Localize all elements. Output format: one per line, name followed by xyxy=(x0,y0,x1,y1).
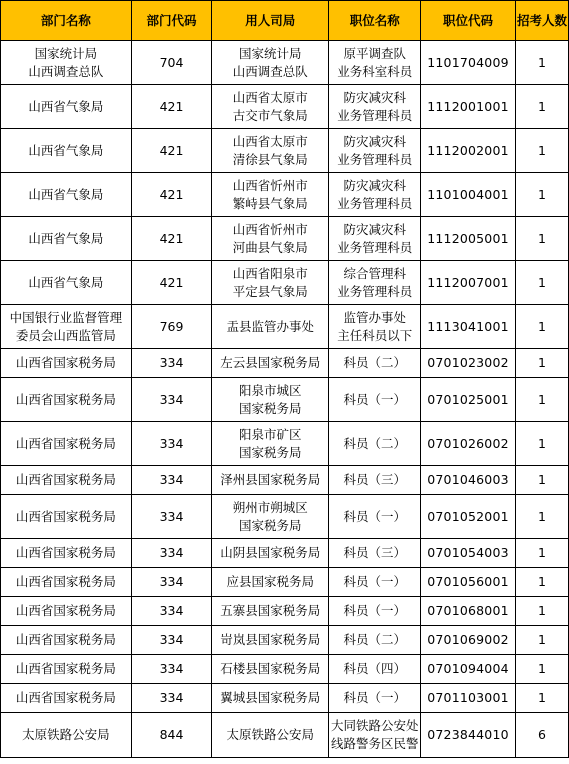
cell-recruit-count: 1 xyxy=(515,655,568,684)
cell-bureau-line: 岢岚县国家税务局 xyxy=(220,632,321,647)
cell-position-name xyxy=(329,173,421,217)
cell-dept-name-line: 山西省气象局 xyxy=(28,274,104,290)
header-bureau: 用人司局 xyxy=(212,1,329,41)
cell-position-name-line: 防灾减灾科 xyxy=(343,89,406,105)
table-row xyxy=(1,41,569,85)
cell-dept-code: 844 xyxy=(131,713,211,758)
cell-dept-name-line: 委员会山西监管局 xyxy=(15,327,116,343)
cell-bureau-line: 山西省阳泉市 xyxy=(232,265,308,281)
cell-recruit-count: 1 xyxy=(515,539,568,568)
cell-position-code: 0701046003 xyxy=(421,466,516,495)
cell-bureau xyxy=(212,713,329,758)
cell-bureau-line: 国家税务局 xyxy=(239,517,302,533)
cell-bureau xyxy=(212,129,329,173)
cell-bureau-line: 山阴县国家税务局 xyxy=(220,545,321,560)
cell-position-code: 0701052001 xyxy=(421,495,516,539)
header-dept-code: 部门代码 xyxy=(131,1,211,41)
cell-recruit-count: 1 xyxy=(515,129,568,173)
table-row xyxy=(1,466,569,495)
cell-dept-code: 334 xyxy=(131,597,211,626)
cell-dept-name-line: 山西省国家税务局 xyxy=(15,355,116,370)
cell-position-name xyxy=(329,305,421,349)
cell-dept-name xyxy=(1,173,132,217)
cell-bureau-line: 盂县监管办事处 xyxy=(226,318,315,334)
cell-dept-name xyxy=(1,378,132,422)
cell-position-code: 1112005001 xyxy=(421,217,516,261)
cell-bureau-line: 五寨县国家税务局 xyxy=(220,603,321,618)
cell-position-code: 0701068001 xyxy=(421,597,516,626)
cell-dept-name-line: 山西省国家税务局 xyxy=(15,632,116,647)
cell-position-name-line: 防灾减灾科 xyxy=(343,133,406,149)
cell-bureau xyxy=(212,41,329,85)
cell-bureau-line: 国家税务局 xyxy=(239,444,302,460)
cell-bureau xyxy=(212,378,329,422)
cell-dept-name xyxy=(1,597,132,626)
cell-recruit-count: 1 xyxy=(515,349,568,378)
cell-dept-code: 334 xyxy=(131,655,211,684)
cell-dept-name xyxy=(1,41,132,85)
cell-position-name xyxy=(329,261,421,305)
cell-position-code: 0701056001 xyxy=(421,568,516,597)
cell-position-name-line: 综合管理科 xyxy=(343,265,406,281)
cell-position-name-line: 科员（三） xyxy=(343,545,406,560)
cell-position-name-line: 业务管理科员 xyxy=(337,107,413,123)
table-row xyxy=(1,217,569,261)
cell-bureau-line: 河曲县气象局 xyxy=(232,239,308,255)
cell-bureau xyxy=(212,684,329,713)
cell-position-name xyxy=(329,626,421,655)
cell-dept-code: 334 xyxy=(131,568,211,597)
cell-position-name-line: 大同铁路公安处 xyxy=(330,718,419,733)
cell-position-name-line: 科员（四） xyxy=(343,661,406,676)
cell-position-code: 0701023002 xyxy=(421,349,516,378)
cell-bureau-line: 山西省忻州市 xyxy=(232,177,308,193)
cell-dept-name xyxy=(1,495,132,539)
cell-bureau-line: 山西省太原市 xyxy=(232,89,308,105)
cell-dept-name-line: 山西省国家税务局 xyxy=(15,391,116,407)
cell-bureau-line: 阳泉市矿区 xyxy=(239,426,302,442)
table-row xyxy=(1,173,569,217)
cell-dept-code: 421 xyxy=(131,261,211,305)
cell-dept-code: 769 xyxy=(131,305,211,349)
cell-dept-name-line: 山西省气象局 xyxy=(28,186,104,202)
header-position-name: 职位名称 xyxy=(329,1,421,41)
cell-position-code: 0723844010 xyxy=(421,713,516,758)
cell-position-code: 0701103001 xyxy=(421,684,516,713)
cell-position-name xyxy=(329,85,421,129)
cell-position-name xyxy=(329,422,421,466)
cell-position-code: 0701094004 xyxy=(421,655,516,684)
table-row xyxy=(1,422,569,466)
cell-dept-name xyxy=(1,713,132,758)
cell-dept-name-line: 山西省国家税务局 xyxy=(15,545,116,560)
cell-dept-name-line: 山西省气象局 xyxy=(28,142,104,158)
cell-dept-code: 421 xyxy=(131,173,211,217)
cell-position-name xyxy=(329,713,421,758)
cell-position-name-line: 业务管理科员 xyxy=(337,283,413,299)
cell-dept-name-line: 中国银行业监督管理 xyxy=(9,309,123,325)
cell-bureau-line: 阳泉市城区 xyxy=(239,382,302,398)
cell-position-name xyxy=(329,378,421,422)
table-row xyxy=(1,568,569,597)
cell-dept-name xyxy=(1,261,132,305)
table-row xyxy=(1,597,569,626)
cell-recruit-count: 1 xyxy=(515,568,568,597)
cell-position-code: 1112001001 xyxy=(421,85,516,129)
cell-bureau-line: 太原铁路公安局 xyxy=(226,727,315,742)
cell-position-name-line: 科员（三） xyxy=(343,472,406,487)
cell-dept-name-line: 国家统计局 xyxy=(34,45,98,61)
cell-recruit-count: 1 xyxy=(515,684,568,713)
table-row xyxy=(1,626,569,655)
cell-position-code: 0701026002 xyxy=(421,422,516,466)
table-row xyxy=(1,129,569,173)
table-row xyxy=(1,349,569,378)
cell-dept-code: 334 xyxy=(131,684,211,713)
cell-position-name xyxy=(329,568,421,597)
cell-dept-name xyxy=(1,539,132,568)
header-row xyxy=(1,1,569,41)
cell-bureau xyxy=(212,568,329,597)
cell-bureau xyxy=(212,626,329,655)
cell-dept-name-line: 山西省国家税务局 xyxy=(15,508,116,524)
cell-dept-code: 334 xyxy=(131,626,211,655)
cell-dept-name xyxy=(1,684,132,713)
cell-bureau-line: 国家统计局 xyxy=(239,45,302,61)
cell-position-name-line: 线路警务区民警 xyxy=(330,736,419,751)
cell-dept-name-line: 山西调查总队 xyxy=(28,63,104,79)
cell-bureau xyxy=(212,655,329,684)
cell-dept-name-line: 山西省国家税务局 xyxy=(15,661,116,676)
cell-dept-code: 334 xyxy=(131,349,211,378)
cell-position-name-line: 科员（二） xyxy=(343,632,406,647)
cell-position-name-line: 科员（一） xyxy=(343,391,406,407)
cell-position-name-line: 科员（二） xyxy=(343,435,406,451)
cell-dept-name-line: 山西省国家税务局 xyxy=(15,574,116,589)
cell-bureau-line: 翼城县国家税务局 xyxy=(220,690,321,705)
cell-dept-code: 421 xyxy=(131,217,211,261)
cell-bureau-line: 山西调查总队 xyxy=(232,63,308,79)
cell-bureau xyxy=(212,217,329,261)
cell-position-name-line: 主任科员以下 xyxy=(337,327,413,343)
cell-bureau xyxy=(212,173,329,217)
cell-dept-name xyxy=(1,217,132,261)
cell-recruit-count: 1 xyxy=(515,41,568,85)
cell-recruit-count: 1 xyxy=(515,85,568,129)
cell-position-name-line: 科员（一） xyxy=(343,574,406,589)
cell-position-name-line: 监管办事处 xyxy=(343,309,406,325)
cell-bureau xyxy=(212,305,329,349)
cell-recruit-count: 1 xyxy=(515,378,568,422)
cell-dept-name-line: 山西省国家税务局 xyxy=(15,603,116,618)
cell-dept-code: 334 xyxy=(131,378,211,422)
cell-bureau-line: 山西省忻州市 xyxy=(232,221,308,237)
cell-dept-code: 334 xyxy=(131,539,211,568)
cell-position-name-line: 科员（一） xyxy=(343,603,406,618)
cell-bureau-line: 泽州县国家税务局 xyxy=(220,472,321,487)
cell-position-code: 1113041001 xyxy=(421,305,516,349)
cell-dept-name xyxy=(1,85,132,129)
cell-bureau xyxy=(212,539,329,568)
table-body xyxy=(1,41,569,758)
cell-dept-name-line: 山西省国家税务局 xyxy=(15,472,116,487)
cell-dept-name xyxy=(1,655,132,684)
cell-dept-name-line: 山西省气象局 xyxy=(28,98,104,114)
cell-recruit-count: 1 xyxy=(515,261,568,305)
cell-dept-name xyxy=(1,422,132,466)
cell-dept-name xyxy=(1,626,132,655)
cell-position-name xyxy=(329,466,421,495)
cell-bureau-line: 应县国家税务局 xyxy=(226,574,315,589)
cell-position-name-line: 科员（一） xyxy=(343,508,406,524)
cell-position-name-line: 业务管理科员 xyxy=(337,151,413,167)
cell-bureau xyxy=(212,422,329,466)
cell-dept-name xyxy=(1,129,132,173)
cell-dept-name-line: 山西省国家税务局 xyxy=(15,690,116,705)
cell-bureau xyxy=(212,349,329,378)
cell-position-name xyxy=(329,217,421,261)
table-row xyxy=(1,713,569,758)
cell-position-name-line: 科员（一） xyxy=(343,690,406,705)
cell-position-name-line: 原平调查队 xyxy=(343,45,406,61)
table-row xyxy=(1,378,569,422)
table-row xyxy=(1,684,569,713)
cell-position-code: 1101004001 xyxy=(421,173,516,217)
table-row xyxy=(1,261,569,305)
cell-recruit-count: 1 xyxy=(515,217,568,261)
table-row xyxy=(1,85,569,129)
cell-recruit-count: 1 xyxy=(515,422,568,466)
cell-bureau xyxy=(212,495,329,539)
cell-bureau-line: 国家税务局 xyxy=(239,400,302,416)
cell-position-code: 0701069002 xyxy=(421,626,516,655)
cell-position-code: 1112007001 xyxy=(421,261,516,305)
cell-bureau xyxy=(212,597,329,626)
cell-bureau-line: 平定县气象局 xyxy=(232,283,308,299)
cell-dept-code: 334 xyxy=(131,422,211,466)
header-position-code: 职位代码 xyxy=(421,1,516,41)
cell-position-name-line: 业务管理科员 xyxy=(337,195,413,211)
cell-position-name-line: 业务管理科员 xyxy=(337,239,413,255)
cell-recruit-count: 1 xyxy=(515,495,568,539)
header-dept-name: 部门名称 xyxy=(1,1,132,41)
table-row xyxy=(1,495,569,539)
cell-dept-name-line: 太原铁路公安局 xyxy=(22,727,110,742)
cell-dept-code: 334 xyxy=(131,495,211,539)
cell-recruit-count: 6 xyxy=(515,713,568,758)
cell-bureau xyxy=(212,85,329,129)
cell-bureau-line: 左云县国家税务局 xyxy=(220,355,321,370)
cell-position-name-line: 科员（二） xyxy=(343,355,406,370)
cell-position-name xyxy=(329,41,421,85)
table-row xyxy=(1,305,569,349)
cell-position-name xyxy=(329,655,421,684)
cell-position-name-line: 防灾减灾科 xyxy=(343,221,406,237)
cell-recruit-count: 1 xyxy=(515,626,568,655)
cell-bureau-line: 清徐县气象局 xyxy=(232,151,308,167)
cell-dept-name-line: 山西省气象局 xyxy=(28,230,104,246)
cell-bureau xyxy=(212,261,329,305)
cell-dept-code: 421 xyxy=(131,129,211,173)
cell-dept-code: 704 xyxy=(131,41,211,85)
cell-position-code: 1101704009 xyxy=(421,41,516,85)
cell-position-name xyxy=(329,129,421,173)
cell-recruit-count: 1 xyxy=(515,466,568,495)
cell-recruit-count: 1 xyxy=(515,597,568,626)
cell-position-name xyxy=(329,349,421,378)
cell-dept-code: 421 xyxy=(131,85,211,129)
table-row xyxy=(1,655,569,684)
cell-bureau xyxy=(212,466,329,495)
cell-position-code: 0701054003 xyxy=(421,539,516,568)
cell-bureau-line: 朔州市朔城区 xyxy=(232,499,308,515)
cell-dept-name xyxy=(1,466,132,495)
cell-position-name xyxy=(329,495,421,539)
header-recruit-count: 招考人数 xyxy=(515,1,568,41)
cell-position-name xyxy=(329,684,421,713)
cell-dept-code: 334 xyxy=(131,466,211,495)
cell-bureau-line: 古交市气象局 xyxy=(232,107,308,123)
cell-bureau-line: 繁峙县气象局 xyxy=(232,195,308,211)
cell-dept-name xyxy=(1,568,132,597)
cell-position-name-line: 防灾减灾科 xyxy=(343,177,406,193)
cell-recruit-count: 1 xyxy=(515,305,568,349)
cell-dept-name-line: 山西省国家税务局 xyxy=(15,435,116,451)
cell-position-name xyxy=(329,539,421,568)
cell-dept-name xyxy=(1,349,132,378)
cell-bureau-line: 山西省太原市 xyxy=(232,133,308,149)
cell-dept-name xyxy=(1,305,132,349)
cell-position-code: 0701025001 xyxy=(421,378,516,422)
table-row xyxy=(1,539,569,568)
cell-position-code: 1112002001 xyxy=(421,129,516,173)
cell-bureau-line: 石楼县国家税务局 xyxy=(220,661,321,676)
cell-position-name-line: 业务科室科员 xyxy=(337,63,413,79)
cell-position-name xyxy=(329,597,421,626)
cell-recruit-count: 1 xyxy=(515,173,568,217)
